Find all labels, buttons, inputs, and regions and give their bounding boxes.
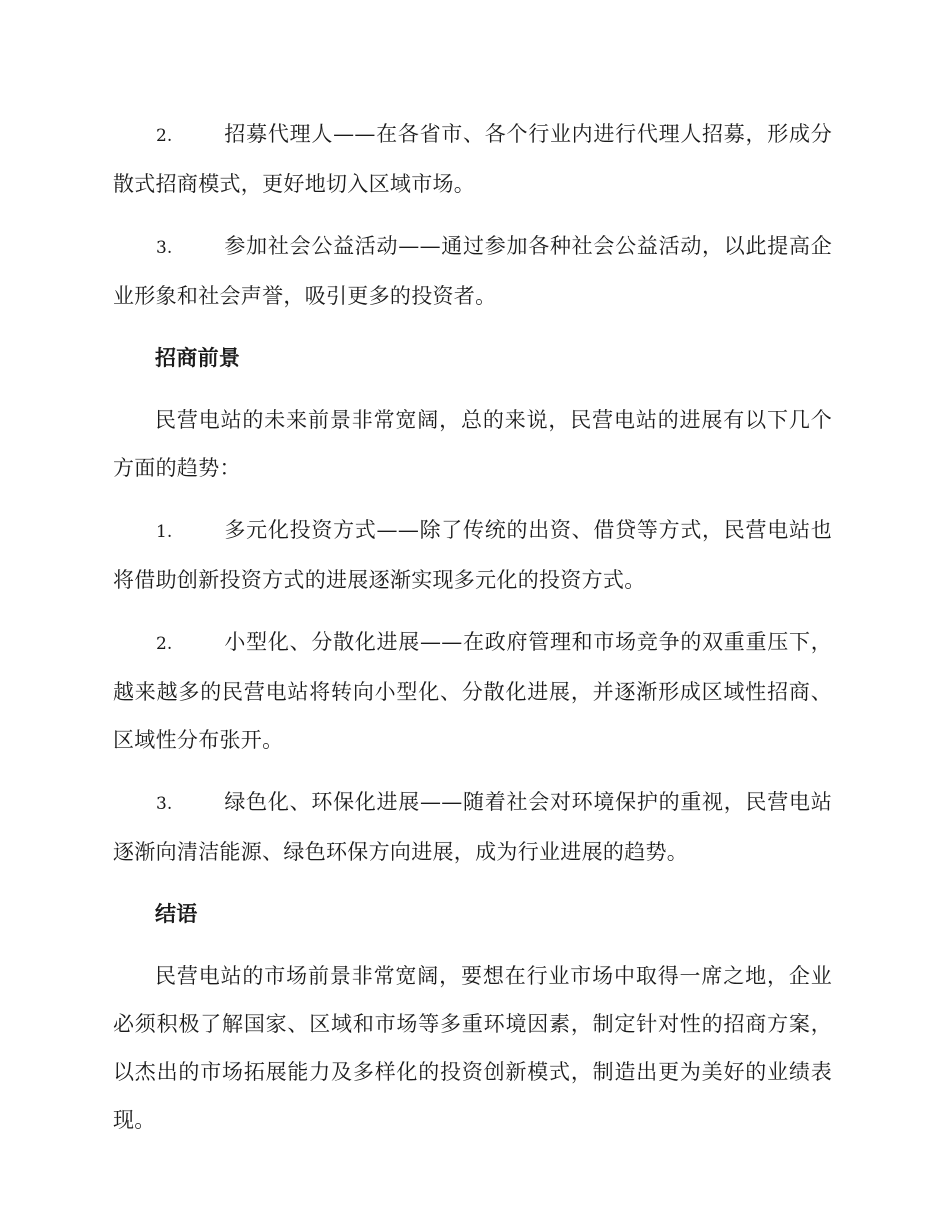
list-item-recruit-agents	[113, 110, 832, 208]
paragraph-prospects-intro: 民营电站的未来前景非常宽阔，总的来说，民营电站的进展有以下几个方面的趋势：	[113, 408, 832, 480]
list-item-text: 参加社会公益活动——通过参加各种社会公益活动，以此提高企业形象和社会声誉，吸引更多的投资者。	[113, 234, 832, 308]
list-item-text: 绿色化、环保化进展——随着社会对环境保护的重视，民营电站逐渐向清洁能源、绿色环保方向进展，成为行业进展的趋势。	[113, 790, 832, 864]
list-number: 3.	[156, 794, 173, 814]
list-item-text: 招募代理人——在各省市、各个行业内进行代理人招募，形成分散式招商模式，更好地切入区域市场。	[113, 122, 832, 196]
section-heading-prospects: 招商前景	[155, 345, 241, 370]
list-number: 2.	[156, 126, 173, 146]
list-item-green-development	[113, 778, 832, 876]
list-item-diversified-investment	[113, 506, 832, 604]
list-item-text: 小型化、分散化进展——在政府管理和市场竞争的双重重压下，越来越多的民营电站将转向小型化、分散化进展，并逐渐形成区域性招商、区域性分布张开。	[113, 630, 832, 752]
list-number: 2.	[156, 634, 173, 654]
list-number: 3.	[156, 238, 173, 258]
list-item-public-welfare	[113, 222, 832, 320]
list-number: 1.	[156, 522, 173, 542]
section-heading-conclusion: 结语	[155, 901, 198, 926]
paragraph-conclusion: 民营电站的市场前景非常宽阔，要想在行业市场中取得一席之地，企业必须积极了解国家、区域和市场等多重环境因素，制定针对性的招商方案，以杰出的市场拓展能力及多样化的投资创新模式，制造出更为美好的业绩表现。	[113, 964, 832, 1132]
list-item-small-scale	[113, 618, 832, 764]
list-item-text: 多元化投资方式——除了传统的出资、借贷等方式，民营电站也将借助创新投资方式的进展逐渐实现多元化的投资方式。	[113, 518, 832, 592]
